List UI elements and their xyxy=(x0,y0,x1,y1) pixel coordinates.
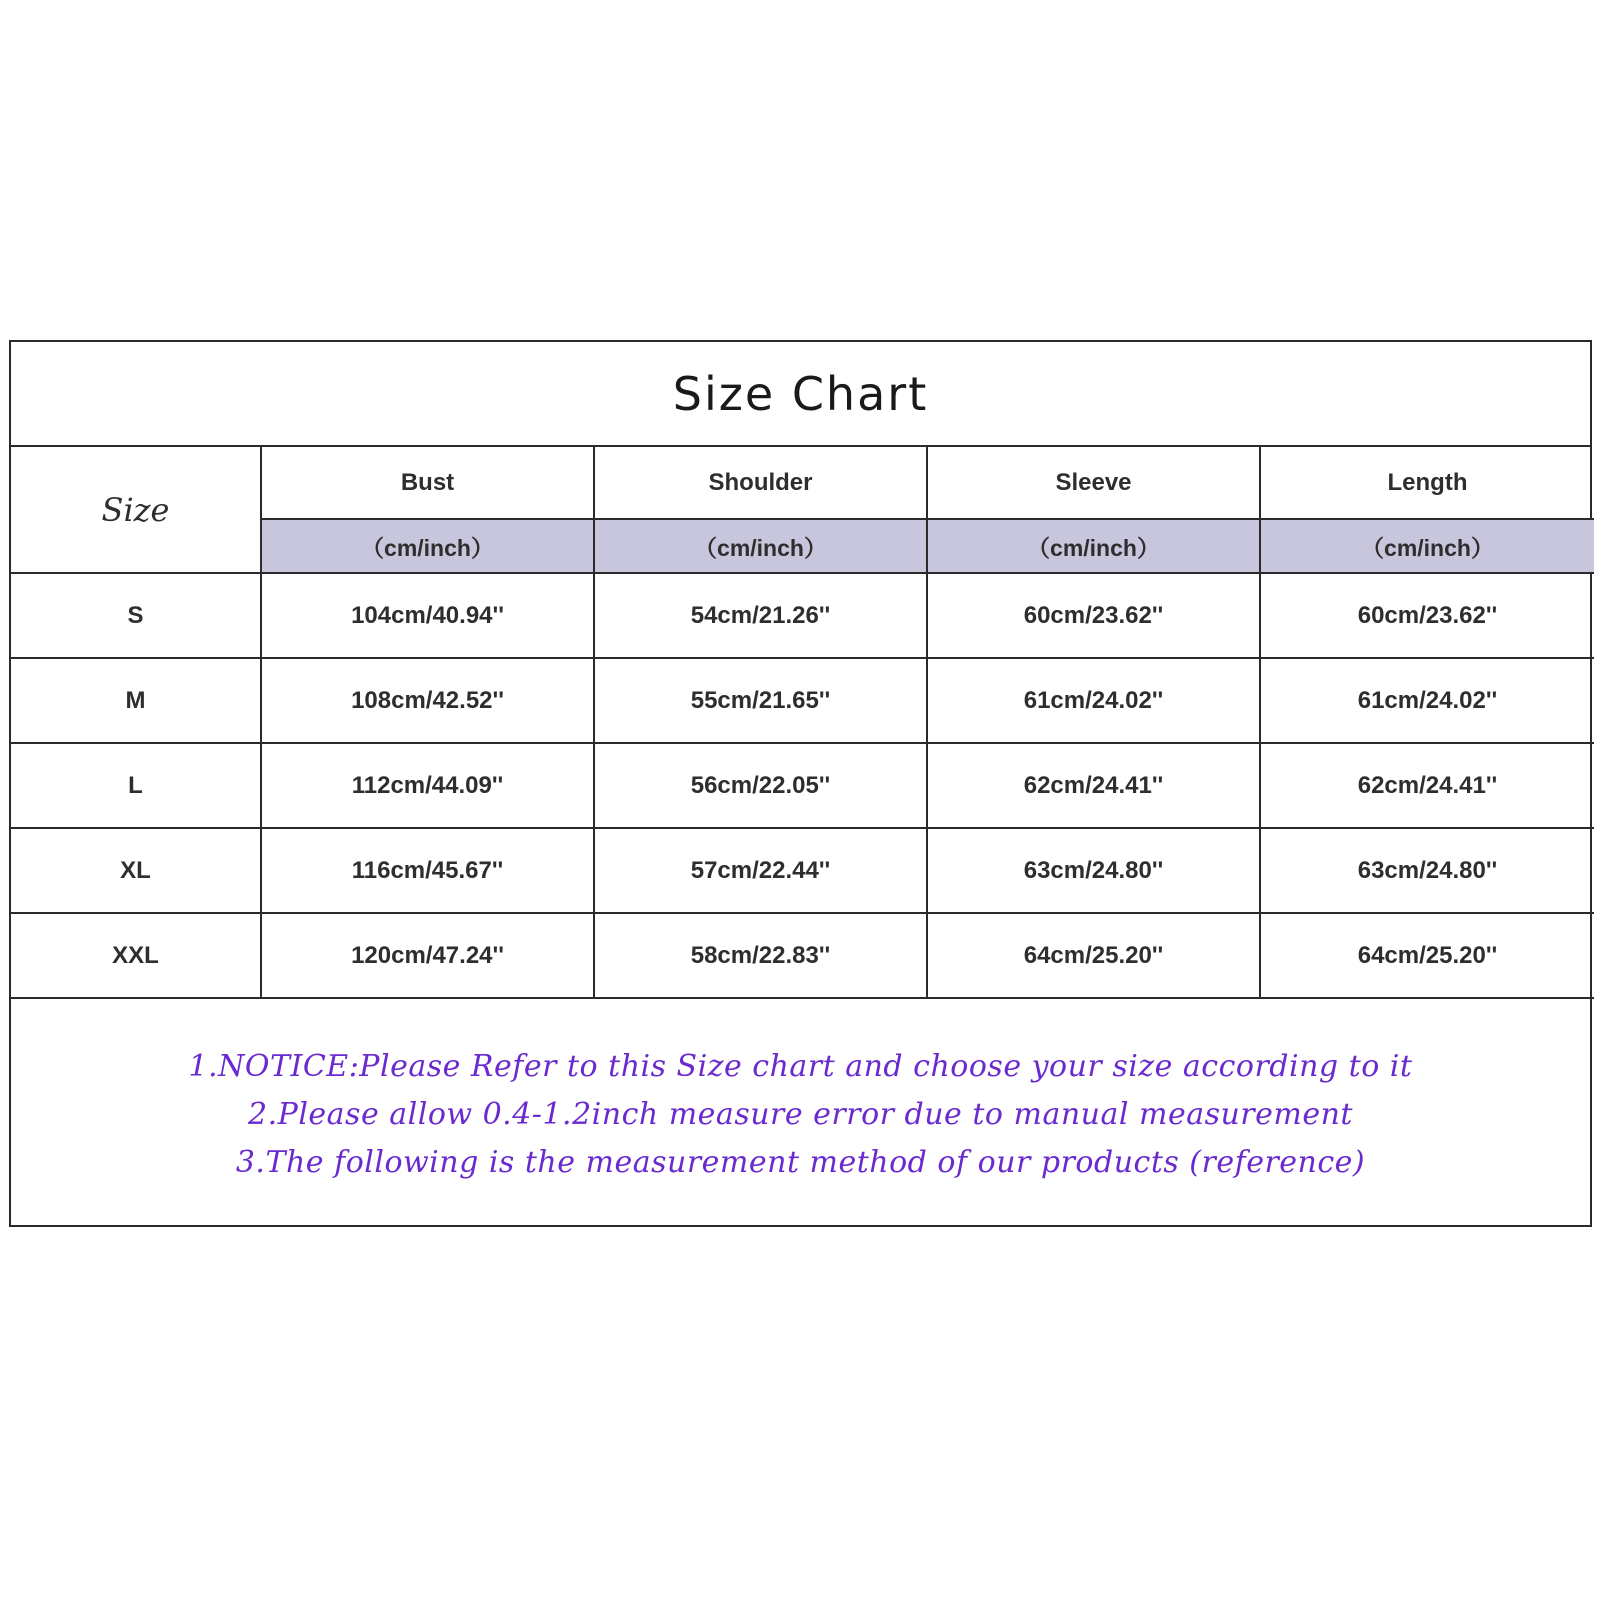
bust-cell: 112cm/44.09'' xyxy=(261,743,594,828)
bust-cell: 120cm/47.24'' xyxy=(261,913,594,998)
sleeve-cell: 61cm/24.02'' xyxy=(927,658,1260,743)
shoulder-cell: 57cm/22.44'' xyxy=(594,828,927,913)
length-cell: 61cm/24.02'' xyxy=(1260,658,1594,743)
table-row xyxy=(11,658,1594,743)
length-cell: 64cm/25.20'' xyxy=(1260,913,1594,998)
sleeve-cell: 60cm/23.62'' xyxy=(927,573,1260,658)
length-cell: 60cm/23.62'' xyxy=(1260,573,1594,658)
shoulder-cell: 55cm/21.65'' xyxy=(594,658,927,743)
column-header-sleeve: Sleeve xyxy=(927,447,1260,519)
length-cell: 63cm/24.80'' xyxy=(1260,828,1594,913)
shoulder-cell: 56cm/22.05'' xyxy=(594,743,927,828)
bust-cell: 104cm/40.94'' xyxy=(261,573,594,658)
shoulder-cell: 54cm/21.26'' xyxy=(594,573,927,658)
column-header-bust: Bust xyxy=(261,447,594,519)
bust-cell: 108cm/42.52'' xyxy=(261,658,594,743)
table-row xyxy=(11,828,1594,913)
shoulder-cell: 58cm/22.83'' xyxy=(594,913,927,998)
size-table xyxy=(11,447,1594,999)
unit-label-sleeve: （cm/inch） xyxy=(927,519,1260,573)
bust-cell: 116cm/45.67'' xyxy=(261,828,594,913)
unit-label-shoulder: （cm/inch） xyxy=(594,519,927,573)
sleeve-cell: 64cm/25.20'' xyxy=(927,913,1260,998)
unit-label-bust: （cm/inch） xyxy=(261,519,594,573)
size-cell: M xyxy=(11,658,261,743)
table-row xyxy=(11,743,1594,828)
note-line-3: 3.The following is the measurement method of our products (reference) xyxy=(235,1144,1366,1180)
table-row xyxy=(11,913,1594,998)
unit-label-length: （cm/inch） xyxy=(1260,519,1594,573)
note-line-2: 2.Please allow 0.4-1.2inch measure error due to manual measurement xyxy=(248,1096,1353,1132)
size-cell: S xyxy=(11,573,261,658)
size-chart xyxy=(9,340,1592,1227)
note-line-1: 1.NOTICE:Please Refer to this Size chart and choose your size according to it xyxy=(188,1048,1413,1084)
size-column-header: Size xyxy=(11,447,261,573)
size-cell: L xyxy=(11,743,261,828)
size-cell: XL xyxy=(11,828,261,913)
sleeve-cell: 63cm/24.80'' xyxy=(927,828,1260,913)
sleeve-cell: 62cm/24.41'' xyxy=(927,743,1260,828)
notes-block xyxy=(11,1002,1590,1227)
chart-title: Size Chart xyxy=(11,342,1590,447)
column-header-length: Length xyxy=(1260,447,1594,519)
table-row xyxy=(11,573,1594,658)
size-cell: XXL xyxy=(11,913,261,998)
header-row xyxy=(11,447,1594,519)
column-header-shoulder: Shoulder xyxy=(594,447,927,519)
length-cell: 62cm/24.41'' xyxy=(1260,743,1594,828)
